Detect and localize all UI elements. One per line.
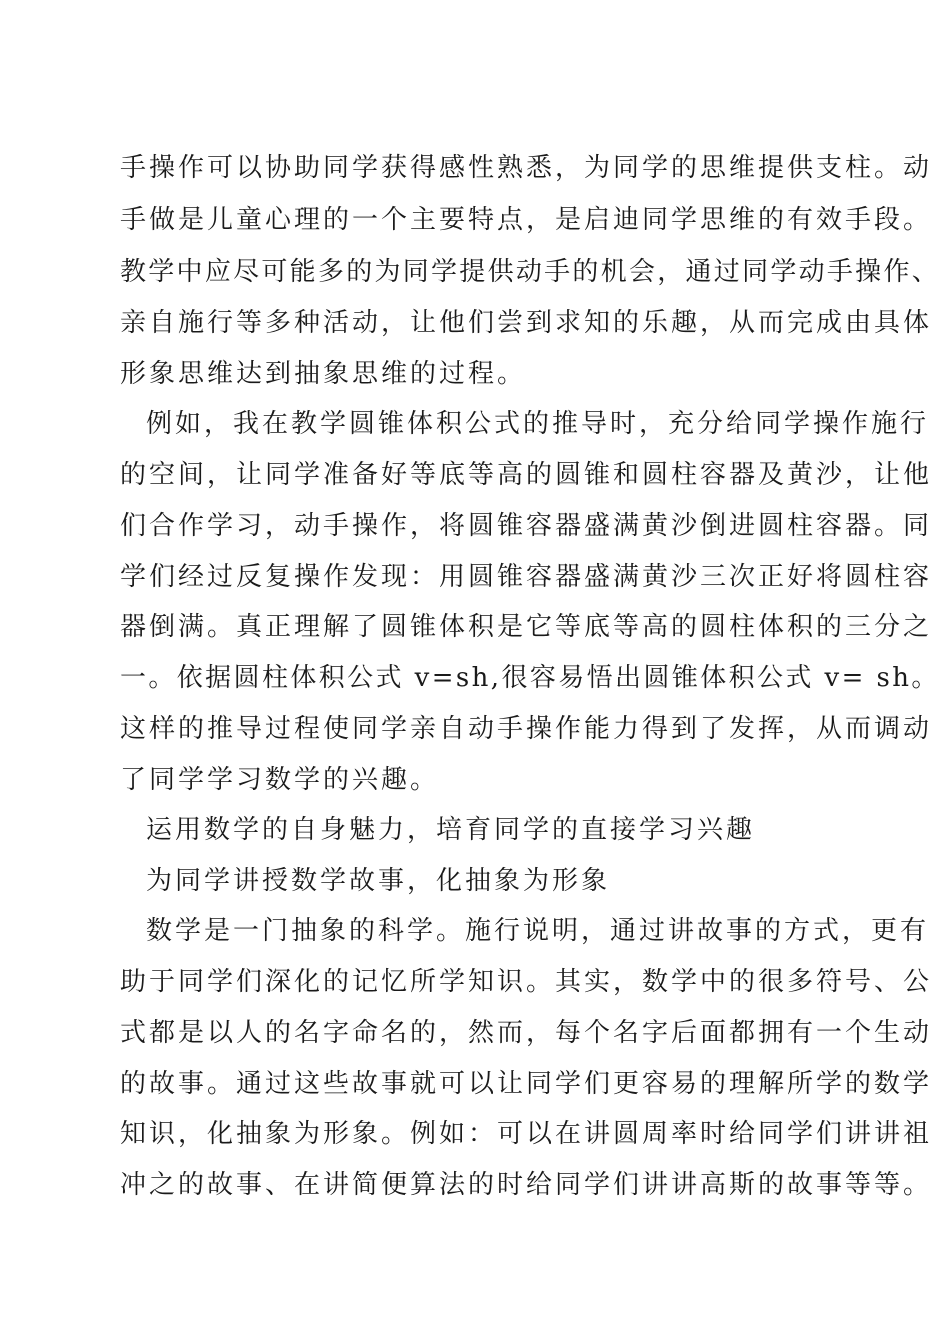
paragraph-3-line-1: 数学是一门抽象的科学。施行说明，通过讲故事的方式，更有	[146, 916, 930, 946]
paragraph-3-line-4: 的故事。通过这些故事就可以让同学们更容易的理解所学的数学	[120, 1069, 933, 1099]
paragraph-2-line-6: 一。依据圆柱体积公式 v=sh,很容易悟出圆锥体积公式 v= sh。	[120, 663, 940, 693]
paragraph-3-line-3: 式都是以人的名字命名的，然而，每个名字后面都拥有一个生动	[120, 1018, 933, 1048]
paragraph-1-line-1: 手操作可以协助同学获得感性熟悉，为同学的思维提供支柱。动	[120, 153, 933, 183]
paragraph-2-line-5: 器倒满。真正理解了圆锥体积是它等底等高的圆柱体积的三分之	[120, 612, 933, 642]
paragraph-2-line-1: 例如，我在教学圆锥体积公式的推导时，充分给同学操作施行	[146, 409, 930, 439]
section-heading: 运用数学的自身魅力，培育同学的直接学习兴趣	[146, 815, 756, 845]
paragraph-3-line-6: 冲之的故事、在讲简便算法的时给同学们讲讲高斯的故事等等。	[120, 1170, 933, 1200]
paragraph-3-line-2: 助于同学们深化的记忆所学知识。其实，数学中的很多符号、公	[120, 967, 933, 997]
paragraph-2-line-4: 学们经过反复操作发现：用圆锥容器盛满黄沙三次正好将圆柱容	[120, 562, 933, 592]
paragraph-2-line-7: 这样的推导过程使同学亲自动手操作能力得到了发挥，从而调动	[120, 714, 933, 744]
paragraph-1-line-5: 形象思维达到抽象思维的过程。	[120, 359, 527, 389]
paragraph-3-line-5: 知识，化抽象为形象。例如：可以在讲圆周率时给同学们讲讲祖	[120, 1119, 933, 1149]
paragraph-1-line-4: 亲自施行等多种活动，让他们尝到求知的乐趣，从而完成由具体	[120, 308, 933, 338]
paragraph-1-line-3: 教学中应尽可能多的为同学提供动手的机会，通过同学动手操作、	[120, 257, 941, 287]
paragraph-1-line-2: 手做是儿童心理的一个主要特点，是启迪同学思维的有效手段。	[120, 205, 933, 235]
subsection-heading: 为同学讲授数学故事，化抽象为形象	[146, 866, 611, 896]
paragraph-2-line-8: 了同学学习数学的兴趣。	[120, 765, 440, 795]
paragraph-2-line-3: 们合作学习，动手操作，将圆锥容器盛满黄沙倒进圆柱容器。同	[120, 511, 933, 541]
paragraph-2-line-2: 的空间，让同学准备好等底等高的圆锥和圆柱容器及黄沙，让他	[120, 460, 933, 490]
